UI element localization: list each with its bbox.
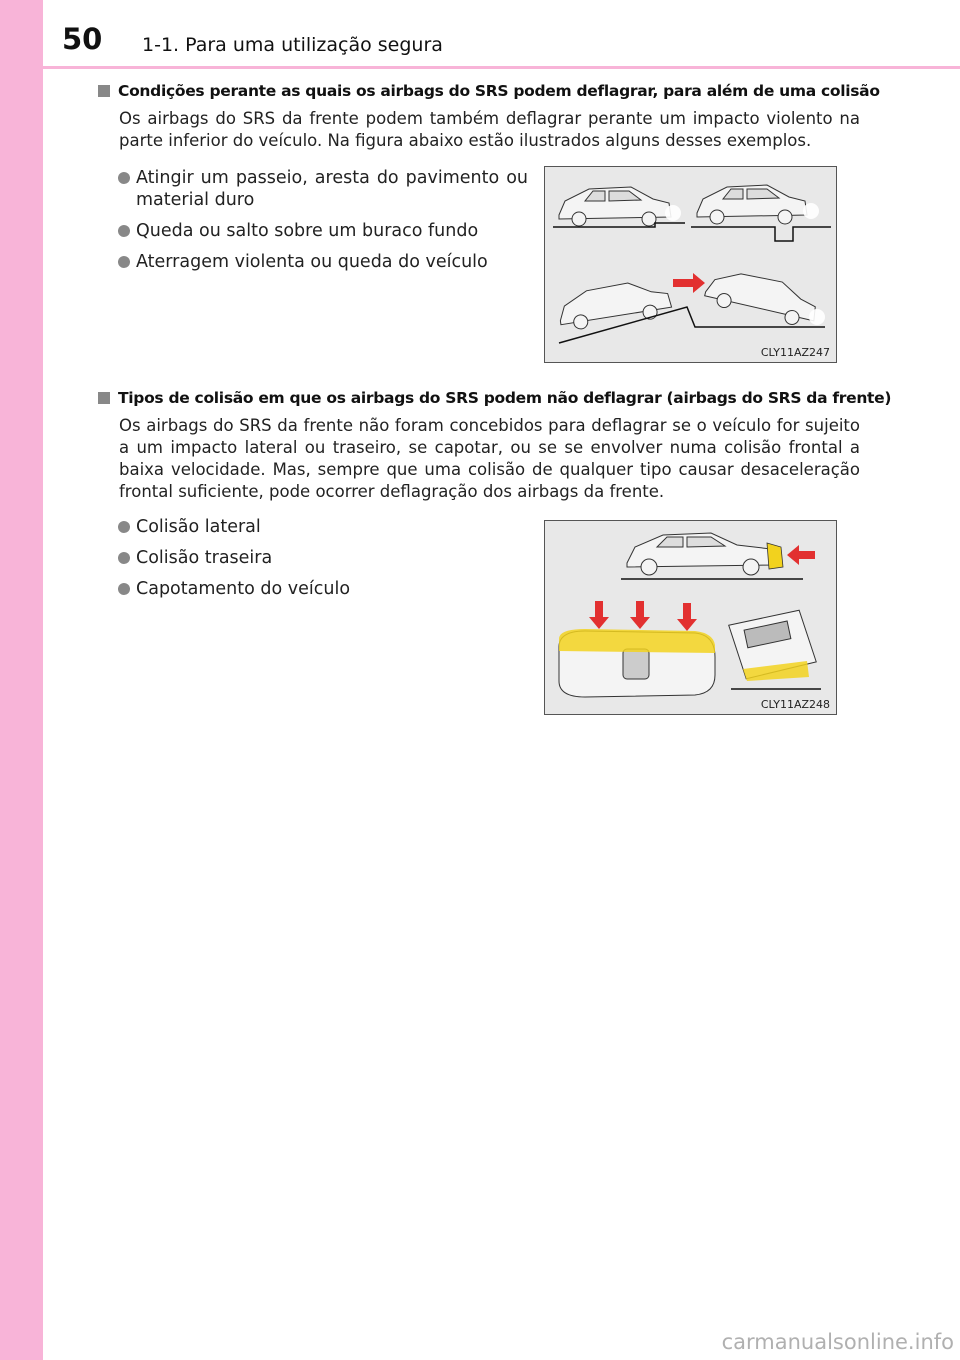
circle-bullet-icon xyxy=(118,225,130,237)
side-color-band xyxy=(0,0,43,1360)
figure-code: CLY11AZ247 xyxy=(760,346,830,359)
figure-collision-types xyxy=(544,520,837,715)
bullet-list-collision-types xyxy=(118,516,528,609)
car-impact-illustration xyxy=(545,167,836,362)
list-item: Aterragem violenta ou queda do veículo xyxy=(118,251,528,273)
list-item: Queda ou salto sobre um buraco fundo xyxy=(118,220,528,242)
list-item: Colisão traseira xyxy=(118,547,528,569)
bullet-list-conditions xyxy=(118,167,528,282)
page-number: 50 xyxy=(62,22,103,56)
section-heading-text: Condições perante as quais os airbags do SRS podem deflagrar, para além de uma colisão xyxy=(118,82,880,100)
section-non-deploy-collisions xyxy=(96,389,892,503)
list-item: Capotamento do veículo xyxy=(118,578,528,600)
square-bullet-icon xyxy=(98,392,110,404)
section-heading xyxy=(96,82,880,100)
section-heading-text: Tipos de colisão em que os airbags do SRS podem não deflagrar (airbags do SRS da frente) xyxy=(118,389,892,407)
circle-bullet-icon xyxy=(118,172,130,184)
section-body-text: Os airbags do SRS da frente não foram concebidos para deflagrar se o veículo for sujeito a um impacto lateral ou traseiro, se capotar, ou se se envolver numa colisão frontal a baixa velocidade. Mas, sempre que uma colisão de qualquer tipo causar desaceleração frontal suficiente, pode ocorrer deflagração dos airbags da frente. xyxy=(119,416,860,501)
circle-bullet-icon xyxy=(118,256,130,268)
watermark-text: carmanualsonline.info xyxy=(721,1330,954,1354)
circle-bullet-icon xyxy=(118,583,130,595)
circle-bullet-icon xyxy=(118,521,130,533)
section-body-text: Os airbags do SRS da frente podem também deflagrar perante um impacto violento na parte inferior do veículo. Na figura abaixo estão ilustrados alguns desses exemplos. xyxy=(119,109,860,150)
collision-types-illustration xyxy=(545,521,836,714)
figure-code: CLY11AZ248 xyxy=(760,698,830,711)
section-conditions xyxy=(96,82,880,152)
square-bullet-icon xyxy=(98,85,110,97)
figure-impact-examples xyxy=(544,166,837,363)
list-item: Colisão lateral xyxy=(118,516,528,538)
header-rule xyxy=(43,66,960,69)
circle-bullet-icon xyxy=(118,552,130,564)
list-item: Atingir um passeio, aresta do pavimento ou material duro xyxy=(118,167,528,211)
page-header-title: 1-1. Para uma utilização segura xyxy=(142,34,443,56)
section-heading xyxy=(96,389,892,407)
